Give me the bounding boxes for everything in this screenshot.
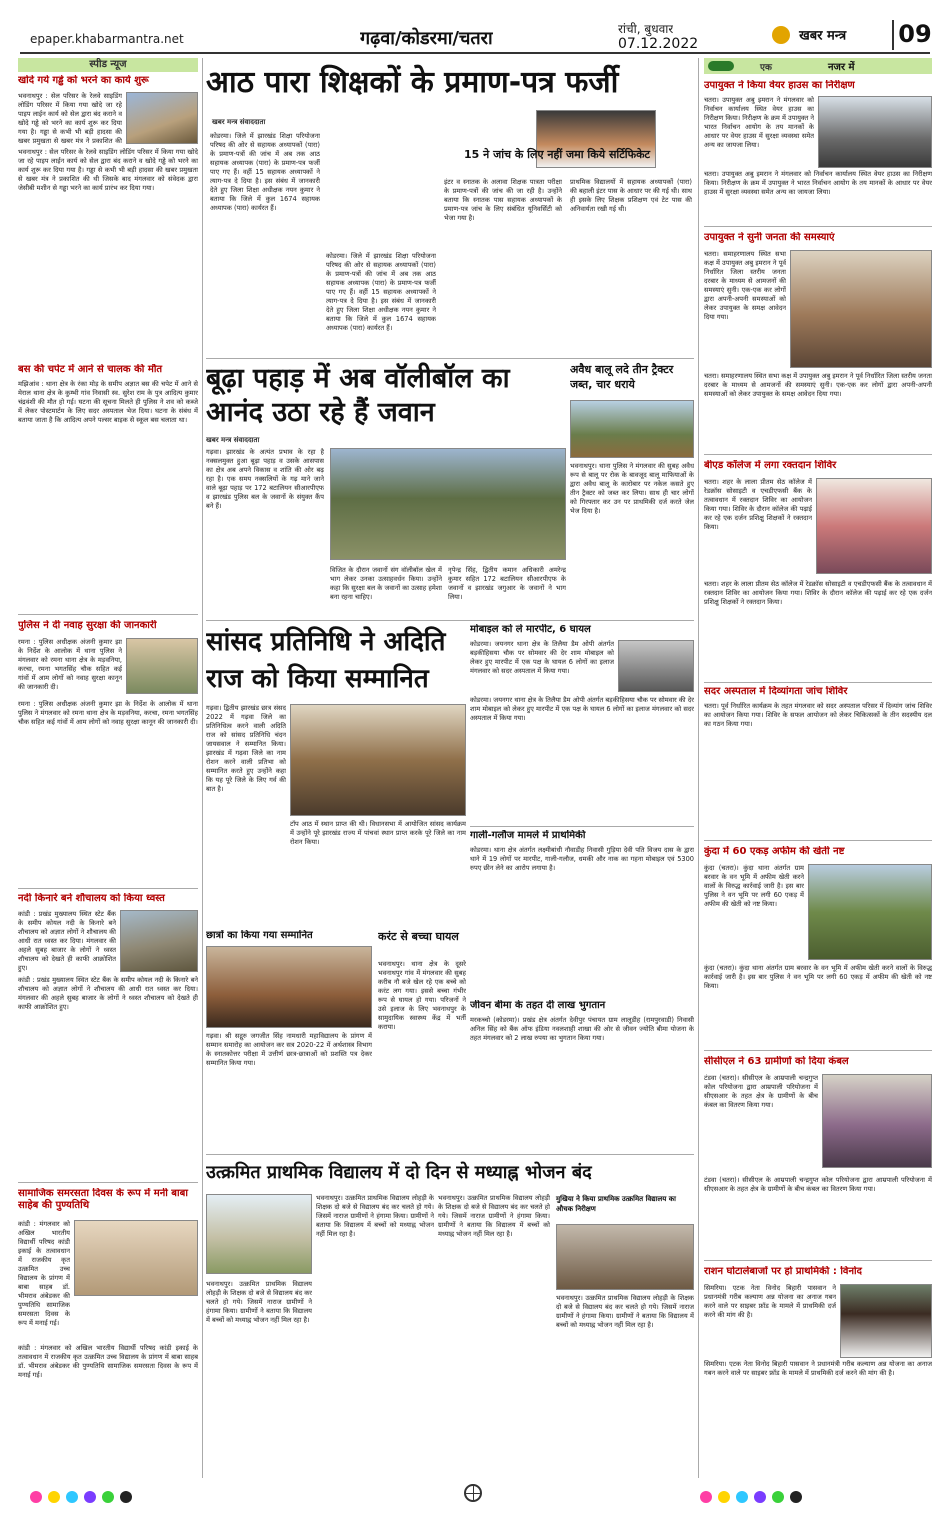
volleyball-caption-1: विजित के दौरान जवानों संग वॉलीबॉल खेल में भाग लेकर उनका उत्साहवर्धन किया। उन्होंने कहा कि सुरक्षा बल के जवानों का उत्साह हमेशा बना रहना चाहिए। <box>330 566 442 601</box>
story-text-cont: रमना : पुलिस अधीक्षक अंजनी कुमार झा के निर्देश के आलोक में थाना पुलिस ने मंगलवार को रमना थाना क्षेत्र के मड़वनिया, करचा, रमना भगतसिंह चौक सहित कई गांवों में आम लोगों को नवाह सुरक्षा कानून की जानकारी दी। <box>18 700 198 726</box>
right-story-title: उपायुक्त ने सुनी जनता की समस्याएं <box>704 232 835 243</box>
section-rule <box>206 358 694 359</box>
lead-text-col1: कोडरमा। जिले में झारखंड शिक्षा परियोजना परिषद की ओर से सहायक अध्यापकों (पारा) के प्रमाण-पत्रों की जांच में अब तक आठ सहायक अध्यापक (पारा) के प्रमाण-पत्र फर्जी पाए गए हैं। वहीं 15 सहायक अध्यापकों ने त्याग-पत्र दे दिया है। इस संबंध में जानकारी देते हुए जिला शिक्षा अधीक्षक नयन कुमार ने बताया कि जिले में कुल 1674 सहायक अध्यापक (पारा) कार्यरत हैं। <box>210 132 320 212</box>
section-rule <box>206 1154 694 1155</box>
section-rule <box>206 620 694 621</box>
right-story-title: राशन घोटालेबाजों पर हो प्राथमिकी : विनोद <box>704 1266 862 1277</box>
volleyball-caption-2: नृपेन्द्र सिंह, द्वितीय कमान अधिकारी अमरेन्द्र कुमार सहित 172 बटालियन सीआरपीएफ के जवानों व झारखंड जगुआर के जवानों ने भाग लिया। <box>448 566 566 601</box>
right-story-text-cont: चतरा। उपायुक्त अबु इमरान ने मंगलवार को निर्वाचन कार्यालय स्थित वेयर हाउस का निरीक्षण किया। निरीक्षण के क्रम में उपायुक्त ने भारत निर्वाचन आयोग के तय मानकों के आधार पर वेयर हाउस में सुरक्षा व्यवस्था समेत अन्य का जायजा लिया। <box>704 170 932 196</box>
right-story-text: चतरा। शहर के लाला प्रीतम सेठ कॉलेज में रेडक्रॉस सोसाइटी व एचडीएफसी बैंक के तत्वावधान में रक्तदान शिविर का आयोजन किया गया। शिविर के दौरान कॉलेज की पढ़ाई कर रहे एक दर्जन प्रशिक्षु शिक्षकों ने रक्तदान किया। <box>704 478 812 531</box>
dot-icon <box>120 1491 132 1503</box>
tractor-photo <box>570 400 694 458</box>
abuse-headline: गाली-गलौज मामले में प्राथमिकी <box>470 830 586 841</box>
divider <box>18 1182 198 1183</box>
current-headline: करंट से बच्चा घायल <box>378 930 459 943</box>
blood-donation-photo <box>816 478 932 574</box>
registration-mark-icon <box>464 1484 482 1502</box>
volleyball-text: गढ़वा। झारखंड के अत्यंत प्रभाव के रहा है नक्सलमुक्त हुआ बूढ़ा पहाड़ व उसके आसपास का क्षेत्र अब अपने विकास व शांति की ओर बढ़ रहा है। एक समय नक्सलियों के गढ़ माने जाने वाले बूढ़ा पहाड़ पर 172 बटालियन सीआरपीएफ व झारखंड पुलिस बल के जवानों के संयुक्त कैंप बने हैं। <box>206 448 324 510</box>
tractor-text: भवनाथपुर। थाना पुलिस ने मंगलवार की सुबह अवैध रूप से बालू पर रोक के बावजूद बालू माफियाओं के द्वारा अवैध बालू के कारोबार पर नकेल कसते हुए तीन ट्रैक्टर को जब्त कर लिया। साथ ही चार लोगों को गिरफ्तार कर उन पर प्राथमिकी दर्ज करते जेल भेज दिया है। <box>570 462 694 515</box>
story-text: मझिआंव : थाना क्षेत्र के रंका मोड़ के समीप अज्ञात बस की चपेट में आने से मेराल थाना क्षेत्र के कुम्भी गांव निवासी स्व. सुरेश राम के पुत्र आदित्य कुमार चंद्रवंशी की मौत हो गई। घटना की सूचना मिलते ही पुलिस ने शव को कब्जे में लेकर पोस्टमार्टम के लिए सदर अस्पताल भेज दिया। घटना के संबंध में बताया जाता है कि आदित्य अपने पल्सर बाइक से स्कूल बस चलाता था। <box>18 380 198 424</box>
mp-text-2: टॉप आठ में स्थान प्राप्त की थी। विधानसभा में आयोजित सांसद कार्यक्रम में उन्होंने पूरे झारखंड राज्य में पांचवां स्थान प्राप्त करके पूरे जिले का नाम रोशन किया। <box>290 820 466 846</box>
column-divider <box>202 58 203 1478</box>
right-story-text: चतरा। पूर्व निर्धारित कार्यक्रम के तहत मंगलवार को सदर अस्पताल परिसर में दिव्यांग जांच शिविर का आयोजन किया गया। शिविर के सफल आयोजन को लेकर चिकित्सकों के तीन सदस्यीय दल का गठन किया गया। <box>704 702 932 728</box>
dot-icon <box>790 1491 802 1503</box>
footer-color-dots-right <box>700 1488 900 1504</box>
story-title: पुलिस ने दी नवाह सुरक्षा की जानकारी <box>18 620 157 631</box>
lead-headline: आठ पारा शिक्षकों के प्रमाण-पत्र फर्जी <box>206 65 619 100</box>
banner-nazar: नजर में <box>828 62 855 73</box>
dot-icon <box>84 1491 96 1503</box>
mp-text: गढ़वा। द्वितीय झारखंड छात्र संसद 2022 में गढ़वा जिले का प्रतिनिधित्व करने वाली अदिति राज को सांसद प्रतिनिधि चंदन जायसवाल ने सम्मानित किया। झारखंड में गढ़वा जिले का नाम रोशन करने वाली प्रतिभा को सम्मानित करते हुए उन्होंने कहा कि यह पूरे जिले के लिए गर्व की बात है। <box>206 704 286 793</box>
right-column <box>704 58 932 1478</box>
column-divider <box>698 58 699 1478</box>
pit-photo <box>126 92 198 144</box>
story-text-cont: कांडी : मंगलवार को अखिल भारतीय विद्यार्थी परिषद कांडी इकाई के तत्वावधान में राजकीय कृत उत्क्रमित उच्च विद्यालय के प्रांगण में बाबा साहब डॉ. भीमराव अंबेडकर की पुण्यतिथि सामाजिक समरसता दिवस के रूप में मनाई गई। <box>18 1344 198 1379</box>
story-text-cont: भवनाथपुर : सेल परिसर के रेलवे साइडिंग लोडिंग परिसर में किया गया खोदे जा रहे पाइप लाईन कार्य को सेल द्वारा बंद कराने व खोदे गड्ढे को भरने का कार्य शुरू कर दिया गया है। गड्ढा से कभी भी बड़ी हादसा की खबर प्रमुखता से खबर मंत्र ने प्रकाशित की थी जिसके बाद मंगलवार को संवेदक द्वारा जेसीबी मशीन से गड्ढा भरने का कार्य प्रारंभ कर दिया गया। <box>18 148 198 192</box>
site-url[interactable]: epaper.khabarmantra.net <box>30 32 184 46</box>
right-story-text: सिमरिया। एटक नेता विनोद बिहारी पासवान ने प्रधानमंत्री गरीब कल्याण अन्न योजना का अनाज गबन करने वाले पर साइबर फ्रॉड के मामले में प्राथमिकी दर्ज करने की मांग की है। <box>704 1284 836 1319</box>
dot-icon <box>736 1491 748 1503</box>
mp-photo <box>290 704 466 816</box>
right-story-text-cont: सिमरिया। एटक नेता विनोद बिहारी पासवान ने प्रधानमंत्री गरीब कल्याण अन्न योजना का अनाज गबन करने वाले पर साइबर फ्रॉड के मामले में प्राथमिकी दर्ज करने की मांग की है। <box>704 1360 932 1377</box>
dot-icon <box>700 1491 712 1503</box>
right-story-title: कुंदा में 60 एकड़ अफीम की खेती नष्ट <box>704 846 845 857</box>
story-title: खोदे गये गड्ढे को भरने का कार्य शुरू <box>18 75 149 86</box>
school-photo-caption: मुखिया ने किया प्राथमिक उत्क्रमित विद्यालय का औचक निरीक्षण <box>556 1195 676 1213</box>
tractor-headline: अवैध बालू लदे तीन ट्रैक्टर जब्त, चार धराये <box>570 363 674 391</box>
right-story-title: सीसीएल ने 63 ग्रामीणों को दिया कंबल <box>704 1056 849 1067</box>
city-day: रांची, बुधवार <box>618 22 674 36</box>
warehouse-photo <box>818 96 932 168</box>
divider <box>18 614 198 615</box>
school-text-2: भवनाथपुर। उत्क्रमित प्राथमिक विद्यालय लोहड़ी के शिक्षक दो बजे से विद्यालय बंद कर चलते हो गये। जिसमें नाराज ग्रामीणों ने हंगामा किया। ग्रामीणों ने बताया कि विद्यालय में बच्चों को मध्याह्न भोजन नहीं मिल रहा है। <box>206 1280 312 1324</box>
divider <box>704 682 932 683</box>
speed-news-badge: स्पीड न्यूज <box>18 58 198 72</box>
divider <box>18 888 198 889</box>
abuse-text: कोडरमा। थाना क्षेत्र अंतर्गत लक्ष्मीबांधी नौवाडीह निवासी गुड़िया देवी पति विजय दास के द्वारा थाने में 19 लोगों पर मारपीट, गाली-गलौज, धमकी और नाक का गहना मोबाइल एवं 5300 रुपए छीन लेने का आरोप लगाया है। <box>470 846 694 872</box>
section-rule <box>470 826 694 827</box>
scholar-photo <box>206 946 372 1028</box>
fight-photo <box>618 640 694 692</box>
banner-ek: एक <box>760 63 772 73</box>
divider <box>704 1050 932 1051</box>
right-story-title: सदर अस्पताल में दिव्यांगता जांच शिविर <box>704 686 848 697</box>
scholar-text: गढ़वा। श्री सद्गुरु जगजीत सिंह नामधारी महाविद्यालय के प्रांगण में सम्मान समारोह का आयोजन कर सत्र 2020-22 में अर्थशास्त्र विभाग के स्नातकोत्तर परीक्षा में उत्तीर्ण छात्र-छात्राओं को प्रशस्ति पत्र देकर सम्मानित किया गया। <box>206 1032 372 1067</box>
insurance-headline: जीवन बीमा के तहत दी लाख भुगतान <box>470 1000 606 1011</box>
right-story-title: बीएड कॉलेज में लगा रक्तदान शिविर <box>704 460 837 471</box>
lead-text-col3: इंटर व स्नातक के अलावा शिक्षक पात्रता परीक्षा के प्रमाण-पत्रों की जांच की जा रही है। उन्होंने बताया कि स्नातक पास सहायक अध्यापकों के प्रमाण-पत्र जांच के लिए संबंधित यूनिवर्सिटी को भेजा गया है। <box>444 178 562 222</box>
lead-text-col2: कोडरमा। जिले में झारखंड शिक्षा परियोजना परिषद की ओर से सहायक अध्यापकों (पारा) के प्रमाण-पत्रों की जांच में अब तक आठ सहायक अध्यापक (पारा) के प्रमाण-पत्र फर्जी पाए गए हैं। वहीं 15 सहायक अध्यापकों ने त्याग-पत्र दे दिया है। इस संबंध में जानकारी देते हुए जिला शिक्षा अधीक्षक नयन कुमार ने बताया कि जिले में कुल 1674 सहायक अध्यापक (पारा) कार्यरत हैं। <box>326 252 436 332</box>
right-story-text-cont: चतरा। शहर के लाला प्रीतम सेठ कॉलेज में रेडक्रॉस सोसाइटी व एचडीएफसी बैंक के तत्वावधान में रक्तदान शिविर का आयोजन किया गया। शिविर के दौरान कॉलेज की पढ़ाई कर रहे एक दर्जन प्रशिक्षु शिक्षकों ने रक्तदान किया। <box>704 580 932 606</box>
right-story-text-cont: चतरा। समाहरणालय स्थित सभा कक्ष में उपायुक्त अबु इमरान ने पूर्व निर्धारित जिला स्तरीय जनता दरबार के माध्यम से आमजनों की समस्याएं सुनी। एक-एक कर लोगों द्वारा अपनी-अपनी समस्याओं को लेकर उपायुक्त के समक्ष आवेदन दिया गया। <box>704 372 932 398</box>
scholar-headline: छात्रों का किया गया सम्मानित <box>206 930 313 941</box>
header-rule <box>20 52 930 54</box>
story-text: कांडी : प्रखंड मुख्यालय स्थित स्टेट बैंक के समीप कोयल नदी के किनारे बने शौचालय को अज्ञात लोगों ने शौचालय की आधी रात ध्वस्त कर दिया। मंगलवार की अहले सुबह बाजार के लोगों ने ध्वस्त शौचालय को देखते ही काफी आक्रोशित हुए। <box>18 910 116 972</box>
ek-nazar-banner <box>704 58 932 74</box>
right-story-text-cont: टंडवा (चतरा)। सीसीएल के आम्रपाली चन्द्रगुप्त कोल परियोजना द्वारा आम्रपाली परियोजना में सीएसआर के तहत क्षेत्र के ग्रामीणों के बीच कंबल का वितरण किया गया। <box>704 1176 932 1193</box>
fight-story <box>470 624 694 824</box>
right-story-text: टंडवा (चतरा)। सीसीएल के आम्रपाली चन्द्रगुप्त कोल परियोजना द्वारा आम्रपाली परियोजना में सीएसआर के तहत क्षेत्र के ग्रामीणों के बीच कंबल का वितरण किया गया। <box>704 1074 818 1109</box>
dot-icon <box>718 1491 730 1503</box>
footer-color-dots-left <box>30 1488 230 1504</box>
lead-byline: खबर मन्त्र संवाददाता <box>212 118 266 126</box>
opium-field-photo <box>808 864 932 960</box>
school-story <box>206 1158 694 1456</box>
mukhiya-photo <box>556 1224 694 1290</box>
story-text: कांडी : मंगलवार को अखिल भारतीय विद्यार्थी परिषद कांडी इकाई के तत्वावधान में राजकीय कृत उत्क्रमित उच्च विद्यालय के प्रांगण में बाबा साहब डॉ. भीमराव अंबेडकर की पुण्यतिथि सामाजिक समरसता दिवस के रूप में मनाई गई। <box>18 1220 70 1327</box>
brand-logo-icon <box>772 26 790 44</box>
current-text: भवनाथपुर। थाना क्षेत्र के दूसरे भवनाथपुर गांव में मंगलवार की सुबह करीब नौ बजे खेल रहे एक बच्चे को करंट लग गया। इससे बच्चा गंभीर रूप से घायल हो गया। परिजनों ने उसे इलाज के लिए भवनाथपुर के सामुदायिक स्वास्थ्य केंद्र में भर्ती कराया। <box>378 960 466 1031</box>
issue-date: 07.12.2022 <box>618 36 699 52</box>
lead-text-col4: प्राथमिक विद्यालयों में सहायक अध्यापकों (पारा) की बहाली इंटर पास के आधार पर की गई थी। साथ ही इसके लिए शिक्षक प्रशिक्षण एवं टेट पास की अनिवार्यता रखी गई थी। <box>570 178 692 213</box>
insurance-story <box>470 1000 694 1152</box>
dot-icon <box>30 1491 42 1503</box>
story-text: रमना : पुलिस अधीक्षक अंजनी कुमार झा के निर्देश के आलोक में थाना पुलिस ने मंगलवार को रमना थाना क्षेत्र के मड़वनिया, करचा, रमना भगतसिंह चौक सहित कई गांवों में आम लोगों को नवाह सुरक्षा कानून की जानकारी दी। <box>18 638 122 691</box>
masthead <box>0 0 945 56</box>
police-meeting-photo <box>126 638 198 694</box>
volleyball-story <box>206 362 566 618</box>
story-title: नदी किनारे बने शौचालय को किया ध्वस्त <box>18 893 165 904</box>
abvp-photo <box>74 1220 198 1296</box>
right-story-text-cont: कुंदा (चतरा)। कुंदा थाना अंतर्गत ग्राम बरवार के वन भूमि में अफीम खेती करने वालों के विरुद्ध कार्रवाई जारी है। इस बार पुलिस ने वन भूमि पर लगी 60 एकड़ में अफीम की खेती को नष्ट किया। <box>704 964 932 990</box>
lead-story <box>206 58 694 358</box>
dot-icon <box>66 1491 78 1503</box>
school-building-photo <box>206 1194 312 1274</box>
school-text-4: भवनाथपुर। उत्क्रमित प्राथमिक विद्यालय लोहड़ी के शिक्षक दो बजे से विद्यालय बंद कर चलते हो गये। जिसमें नाराज ग्रामीणों ने हंगामा किया। ग्रामीणों ने बताया कि विद्यालय में बच्चों को मध्याह्न भोजन नहीं मिल रहा है। <box>556 1294 694 1329</box>
dot-icon <box>772 1491 784 1503</box>
story-text: भवनाथपुर : सेल परिसर के रेलवे साइडिंग लोडिंग परिसर में किया गया खोदे जा रहे पाइप लाईन कार्य को सेल द्वारा बंद कराने व खोदे गड्ढे को भरने का कार्य शुरू कर दिया गया है। गड्ढा से कभी भी बड़ी हादसा की खबर प्रमुखता से खबर मंत्र ने प्रकाशित की <box>18 92 122 145</box>
section-label: गढ़वा/कोडरमा/चतरा <box>360 28 493 49</box>
brand-logo <box>772 24 872 48</box>
current-story <box>378 930 466 1150</box>
story-title: सामाजिक समरसता दिवस के रूप में मनी बाबा साहेब की पुण्यतिथि <box>18 1188 188 1211</box>
right-story-title: उपायुक्त ने किया वेयर हाउस का निरीक्षण <box>704 80 855 91</box>
mp-story <box>206 624 466 928</box>
toilet-photo <box>120 910 198 972</box>
fight-headline: मोबाइल को ले मारपीट, 6 घायल <box>470 624 591 635</box>
insurance-text: मरकच्चो (कोडरमा)। प्रखंड क्षेत्र अंतर्गत देवीपुर पंचायत ग्राम लालूडीह (रामपुरवाडी) निवासी अनिल सिंह को बैंक ऑफ इंडिया नवलशाही शाखा की ओर से जीवन ज्योति बीमा योजना के तहत मंगलवार को 2 लाख रुपया का भुगतान किया गया। <box>470 1016 694 1042</box>
school-text-3: भवनाथपुर। उत्क्रमित प्राथमिक विद्यालय लोहड़ी के शिक्षक दो बजे से विद्यालय बंद कर चलते हो गये। जिसमें नाराज ग्रामीणों ने हंगामा किया। ग्रामीणों ने बताया कि विद्यालय में बच्चों को मध्याह्न भोजन नहीं मिल रहा है। <box>438 1194 550 1238</box>
school-text-1: भवनाथपुर। उत्क्रमित प्राथमिक विद्यालय लोहड़ी के शिक्षक दो बजे से विद्यालय बंद कर चलते हो गये। जिसमें नाराज ग्रामीणों ने हंगामा किया। ग्रामीणों ने बताया कि विद्यालय में बच्चों को मध्याह्न भोजन नहीं मिल रहा है। <box>316 1194 434 1238</box>
abuse-story <box>470 830 694 998</box>
volleyball-byline: खबर मन्त्र संवाददाता <box>206 436 260 444</box>
left-column <box>18 58 198 1478</box>
brand-name: खबर मन्त्र <box>799 28 847 44</box>
fight-text: कोडरमा। जयनगर थाना क्षेत्र के तिलैया डैम ओपी अंतर्गत बड़कीहिसया चौक पर सोमवार की देर शाम मोबाइल को लेकर हुए मारपीट में एक पक्ष के घायल 6 लोगों का इलाज मंगलवार को सदर अस्पताल में किया गया। <box>470 640 614 675</box>
fight-text-cont: कोडरमा। जयनगर थाना क्षेत्र के तिलैया डैम ओपी अंतर्गत बड़कीहिसया चौक पर सोमवार की देर शाम मोबाइल को लेकर हुए मारपीट में एक पक्ष के घायल 6 लोगों का इलाज मंगलवार को सदर अस्पताल में किया गया। <box>470 696 694 722</box>
vinod-portrait <box>840 1284 932 1358</box>
janta-darbar-photo <box>790 250 932 368</box>
banner-eye-icon <box>708 61 734 71</box>
volleyball-photo <box>330 448 566 560</box>
dot-icon <box>754 1491 766 1503</box>
volleyball-headline: बूढ़ा पहाड़ में अब वॉलीबॉल का आनंद उठा रहे हैं जवान <box>206 363 510 428</box>
divider <box>704 840 932 841</box>
right-story-text: चतरा। समाहरणालय स्थित सभा कक्ष में उपायुक्त अबु इमरान ने पूर्व निर्धारित जिला स्तरीय जनता दरबार के माध्यम से आमजनों की समस्याएं सुनी। एक-एक कर लोगों द्वारा अपनी-अपनी समस्याओं को लेकर उपायुक्त के समक्ष आवेदन दिया गया। <box>704 250 786 321</box>
lead-subheadline: 15 ने जांच के लिए नहीं जमा किये सर्टिफिकेट <box>464 148 651 161</box>
mp-headline: सांसद प्रतिनिधि ने अदिति राज को किया सम्मानित <box>206 627 446 694</box>
dot-icon <box>48 1491 60 1503</box>
right-story-text: कुंदा (चतरा)। कुंदा थाना अंतर्गत ग्राम बरवार के वन भूमि में अफीम खेती करने वालों के विरुद्ध कार्रवाई जारी है। इस बार पुलिस ने वन भूमि पर लगी 60 एकड़ में अफीम की खेती को नष्ट किया। <box>704 864 804 908</box>
school-headline: उत्क्रमित प्राथमिक विद्यालय में दो दिन से मध्याह्न भोजन बंद <box>206 1162 592 1183</box>
scholar-story <box>206 930 372 1150</box>
right-story-text: चतरा। उपायुक्त अबु इमरान ने मंगलवार को निर्वाचन कार्यालय स्थित वेयर हाउस का निरीक्षण किया। निरीक्षण के क्रम में उपायुक्त ने भारत निर्वाचन आयोग के तय मानकों के आधार पर वेयर हाउस में सुरक्षा व्यवस्था समेत अन्य का जायजा लिया। <box>704 96 814 149</box>
divider <box>704 226 932 227</box>
dot-icon <box>102 1491 114 1503</box>
tractor-story <box>570 362 694 618</box>
blanket-photo <box>822 1074 932 1168</box>
page-number: 09 <box>892 20 936 50</box>
divider <box>704 454 932 455</box>
divider <box>704 1260 932 1261</box>
story-text-cont: कांडी : प्रखंड मुख्यालय स्थित स्टेट बैंक के समीप कोयल नदी के किनारे बने शौचालय को अज्ञात लोगों ने शौचालय की आधी रात ध्वस्त कर दिया। मंगलवार की अहले सुबह बाजार के लोगों ने ध्वस्त शौचालय को देखते ही काफी आक्रोशित हुए। <box>18 976 198 1011</box>
story-title: बस की चपेट में आने से चालक की मौत <box>18 364 163 375</box>
